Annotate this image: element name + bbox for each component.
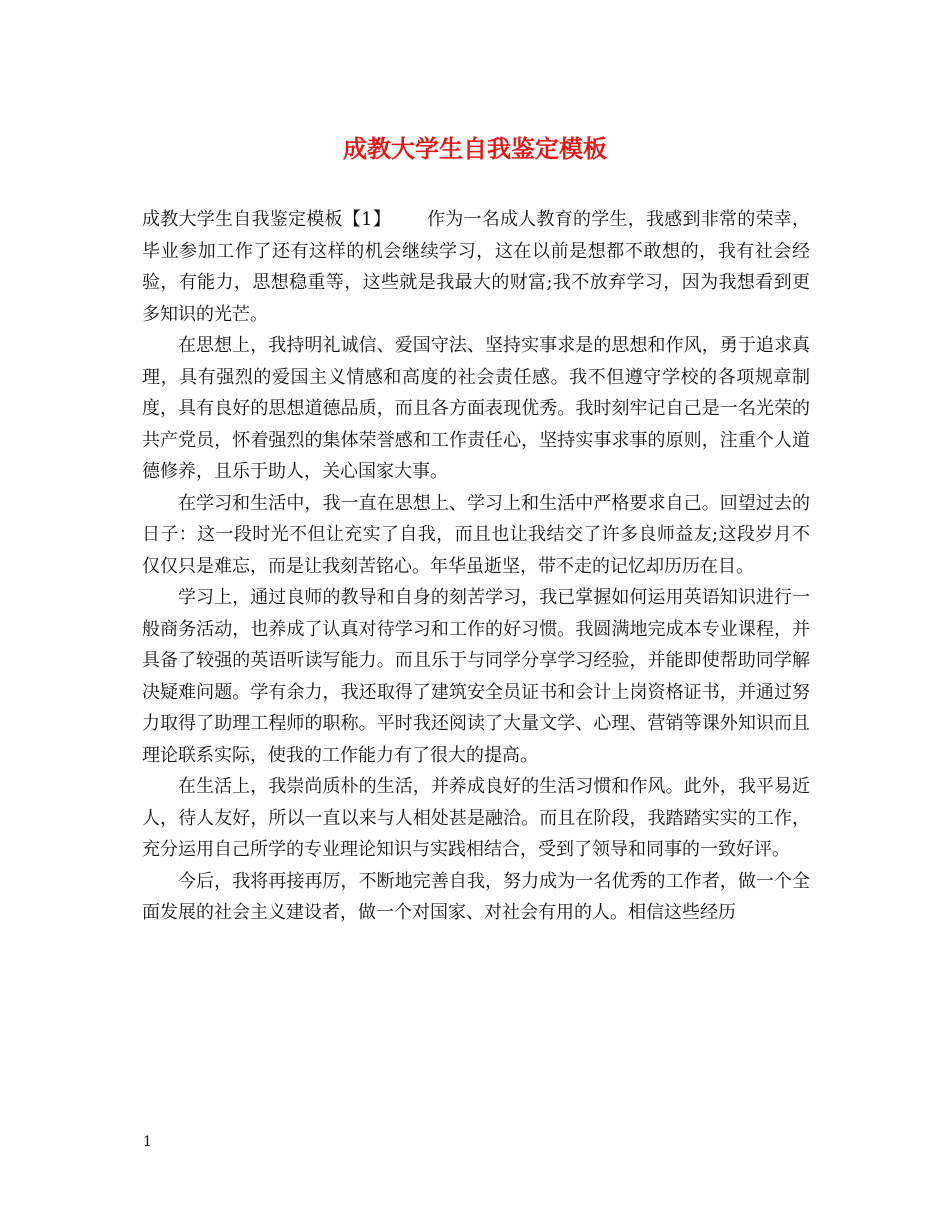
paragraph-1-text: 作为一名成人教育的学生，我感到非常的荣幸，毕业参加工作了还有这样的机会继续学习，这在以前是想都不敢想的，我有社会经验，有能力，思想稳重等，这些就是我最大的财富;我不放弃学习，因为我想看到更多知识的光芒。	[142, 209, 811, 325]
paragraph-1	[142, 204, 810, 330]
document-body	[142, 204, 810, 929]
paragraph-3: 在学习和生活中，我一直在思想上、学习上和生活中严格要求自己。回望过去的日子：这一段时光不但让充实了自我，而且也让我结交了许多良师益友;这段岁月不仅仅只是难忘，而是让我刻苦铭心。年华虽逝坚，带不走的记忆却历历在目。	[142, 492, 810, 577]
paragraph-6: 今后，我将再接再厉，不断地完善自我，努力成为一名优秀的工作者，做一个全面发展的社会主义建设者，做一个对国家、对社会有用的人。相信这些经历	[142, 870, 810, 923]
paragraph-2: 在思想上，我持明礼诚信、爱国守法、坚持实事求是的思想和作风，勇于追求真理，具有强烈的爱国主义情感和高度的社会责任感。我不但遵守学校的各项规章制度，具有良好的思想道德品质，而且各方面表现优秀。我时刻牢记自己是一名光荣的共产党员，怀着强烈的集体荣誉感和工作责任心，坚持实事求事的原则，注重个人道德修养，且乐于助人，关心国家大事。	[142, 335, 810, 482]
inline-section-heading: 成教大学生自我鉴定模板【1】	[142, 209, 391, 230]
paragraph-4: 学习上，通过良师的教导和自身的刻苦学习，我已掌握如何运用英语知识进行一般商务活动，也养成了认真对待学习和工作的好习惯。我圆满地完成本专业课程，并具备了较强的英语听读写能力。而且乐于与同学分享学习经验，并能即使帮助同学解决疑难问题。学有余力，我还取得了建筑安全员证书和会计上岗资格证书，并通过努力取得了助理工程师的职称。平时我还阅读了大量文学、心理、营销等课外知识而且理论联系实际，使我的工作能力有了很大的提高。	[142, 587, 810, 766]
page-number: 1	[143, 1134, 152, 1150]
document-title: 成教大学生自我鉴定模板	[343, 134, 607, 163]
paragraph-5: 在生活上，我崇尚质朴的生活，并养成良好的生活习惯和作风。此外，我平易近人，待人友好，所以一直以来与人相处甚是融洽。而且在阶段，我踏踏实实的工作，充分运用自己所学的专业理论知识与实践相结合，受到了领导和同事的一致好评。	[142, 776, 810, 860]
